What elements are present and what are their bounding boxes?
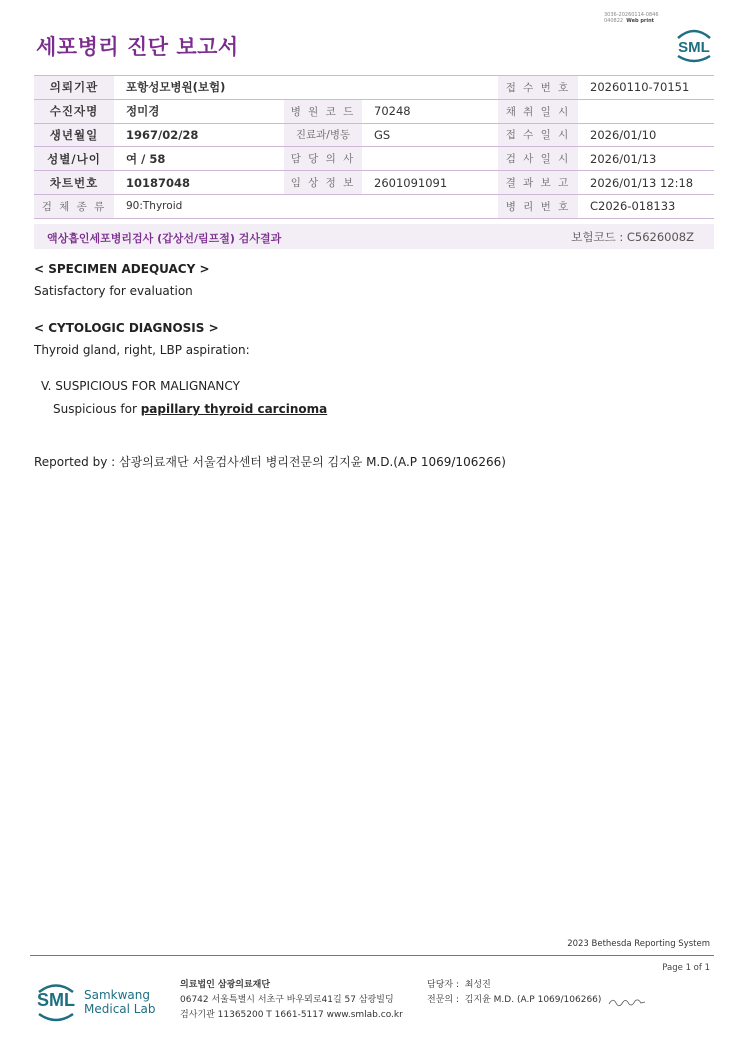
logo-company-name [84, 988, 155, 1016]
label-accession-no: 접 수 번 호 [498, 76, 578, 100]
diagnosis-site: Thyroid gland, right, LBP aspiration: [34, 343, 250, 357]
label-received-date: 접 수 일 시 [498, 123, 578, 147]
web-print-label: Web print [626, 18, 655, 24]
label-department: 진료과/병동 [284, 123, 362, 147]
adequacy-text: Satisfactory for evaluation [34, 284, 193, 298]
org-contact: 검사기관 11365200 T 1661-5117 www.smlab.co.kr [180, 1010, 403, 1020]
diagnostic-category: V. SUSPICIOUS FOR MALIGNANCY [41, 379, 240, 393]
table-row [34, 99, 714, 123]
specialist-name: 김지윤 M.D. (A.P 1069/106266) [464, 995, 602, 1005]
staff-name: 최성진 [464, 980, 491, 990]
value-department: GS [362, 123, 498, 147]
footer-staff [427, 978, 601, 1008]
label-patient-name: 수진자명 [34, 99, 114, 123]
signature [607, 995, 647, 1009]
diagnosis-heading: < CYTOLOGIC DIAGNOSIS > [34, 321, 219, 335]
label-collection-date: 채 취 일 시 [498, 99, 578, 123]
finding-prefix: Suspicious for [53, 402, 141, 416]
table-row [34, 123, 714, 147]
label-result-report: 결 과 보 고 [498, 171, 578, 195]
value-sex-age: 여 / 58 [114, 147, 284, 171]
footer-logo [36, 980, 156, 1024]
value-received-date: 2026/01/10 [578, 123, 714, 147]
value-chart-no: 10187048 [114, 171, 284, 195]
svg-text:SML: SML [678, 39, 710, 56]
finding-term: papillary thyroid carcinoma [140, 402, 328, 416]
footer-divider [30, 955, 714, 956]
value-birth-date: 1967/02/28 [114, 123, 284, 147]
reporting-system: 2023 Bethesda Reporting System [567, 939, 710, 949]
page-number: Page 1 of 1 [662, 963, 710, 973]
table-row [34, 171, 714, 195]
value-pathology-no: C2026-018133 [578, 194, 714, 218]
adequacy-heading: < SPECIMEN ADEQUACY > [34, 262, 210, 276]
value-hospital-code: 70248 [362, 99, 498, 123]
specialist-label: 전문의 : [427, 995, 459, 1005]
label-clinical-info: 임 상 정 보 [284, 171, 362, 195]
value-collection-date [578, 99, 714, 123]
value-requesting-org: 포항성모병원(보험) [114, 76, 498, 100]
reported-by: Reported by : 삼광의료재단 서울검사센터 병리전문의 김지윤 M.D.(A.P 1069/106266) [34, 455, 506, 469]
insurance-code: 보험코드 : C5626008Z [571, 230, 694, 244]
label-birth-date: 생년월일 [34, 123, 114, 147]
staff-label: 담당자 : [427, 980, 459, 990]
sml-logo [672, 26, 716, 64]
label-requesting-org: 의뢰기관 [34, 76, 114, 100]
document-id [604, 12, 659, 24]
test-name: 액상흡인세포병리검사 (갑상선/림프절) 검사결과 [47, 232, 282, 245]
label-pathology-no: 병 리 번 호 [498, 194, 578, 218]
footer-organization [180, 978, 403, 1023]
patient-info-table [34, 75, 714, 219]
table-row [34, 147, 714, 171]
value-accession-no: 20260110-70151 [578, 76, 714, 100]
value-physician [362, 147, 498, 171]
label-specimen-type: 검 체 종 류 [34, 194, 114, 218]
label-sex-age: 성별/나이 [34, 147, 114, 171]
org-name: 의료법인 삼광의료재단 [180, 980, 271, 990]
value-result-report: 2026/01/13 12:18 [578, 171, 714, 195]
doc-code-line2: 040822 [604, 18, 624, 24]
value-test-date: 2026/01/13 [578, 147, 714, 171]
value-patient-name: 정미경 [114, 99, 284, 123]
org-address: 06742 서울특별시 서초구 바우뫼로41길 57 삼광빌딩 [180, 995, 394, 1005]
label-chart-no: 차트번호 [34, 171, 114, 195]
table-row [34, 194, 714, 218]
logo-name-line1: Samkwang [84, 988, 150, 1002]
label-physician: 담 당 의 사 [284, 147, 362, 171]
report-title: 세포병리 진단 보고서 [36, 35, 239, 59]
value-clinical-info: 2601091091 [362, 171, 498, 195]
logo-name-line2: Medical Lab [84, 1002, 156, 1016]
doc-code-line1: 3036-20260114-0846 [604, 12, 659, 18]
label-hospital-code: 병 원 코 드 [284, 99, 362, 123]
logo-sml-text: SML [37, 990, 75, 1010]
label-test-date: 검 사 일 시 [498, 147, 578, 171]
value-specimen-type: 90:Thyroid [114, 194, 498, 218]
diagnosis-finding [53, 402, 327, 416]
table-row [34, 76, 714, 100]
